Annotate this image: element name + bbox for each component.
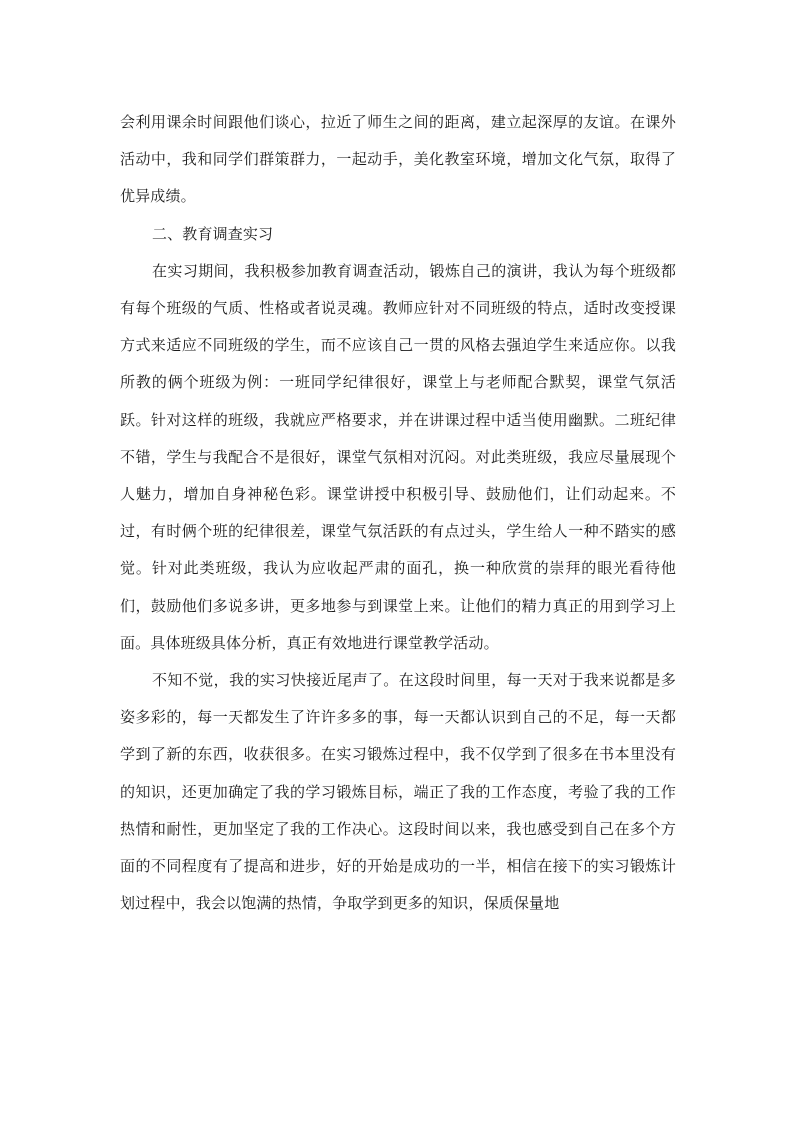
paragraph-1: 会利用课余时间跟他们谈心，拉近了师生之间的距离，建立起深厚的友谊。在课外活动中，我和同学们群策群力，一起动手，美化教室环境，增加文化气氛，取得了优异成绩。 [120,113,676,206]
section-heading-education-survey: 二、教育调查实习 [152,224,274,243]
document-body [120,104,676,922]
paragraph-internship-summary: 不知不觉，我的实习快接近尾声了。在这段时间里，每一天对于我来说都是多姿多彩的，每一天都发生了许许多多的事，每一天都认识到自己的不足，每一天都学到了新的东西，收获很多。在实习锻炼过程中，我不仅学到了很多在书本里没有的知识，还更加确定了我的学习锻炼目标，端正了我的工作态度，考验了我的工作热情和耐性，更加坚定了我的工作决心。这段时间以来，我也感受到自己在多个方面的不同程度有了提高和进步，好的开始是成功的一半，相信在接下的实习锻炼计划过程中，我会以饱满的热情，争取学到更多的知识，保质保量地 [120,671,676,913]
paragraph-survey-experience: 在实习期间，我积极参加教育调查活动，锻炼自己的演讲，我认为每个班级都有每个班级的气质、性格或者说灵魂。教师应针对不同班级的特点，适时改变授课方式来适应不同班级的学生，而不应该自己一贯的风格去强迫学生来适应你。以我所教的俩个班级为例：一班同学纪律很好，课堂上与老师配合默契，课堂气氛活跃。针对这样的班级，我就应严格要求，并在讲课过程中适当使用幽默。二班纪律不错，学生与我配合不是很好，课堂气氛相对沉闷。对此类班级，我应尽量展现个人魅力，增加自身神秘色彩。课堂讲授中积极引导、鼓励他们，让们动起来。不过，有时俩个班的纪律很差，课堂气氛活跃的有点过头，学生给人一种不踏实的感觉。针对此类班级，我认为应收起严肃的面孔，换一种欣赏的崇拜的眼光看待他们，鼓励他们多说多讲，更多地参与到课堂上来。让他们的精力真正的用到学习上面。具体班级具体分析，真正有效地进行课堂教学活动。 [120,261,676,652]
